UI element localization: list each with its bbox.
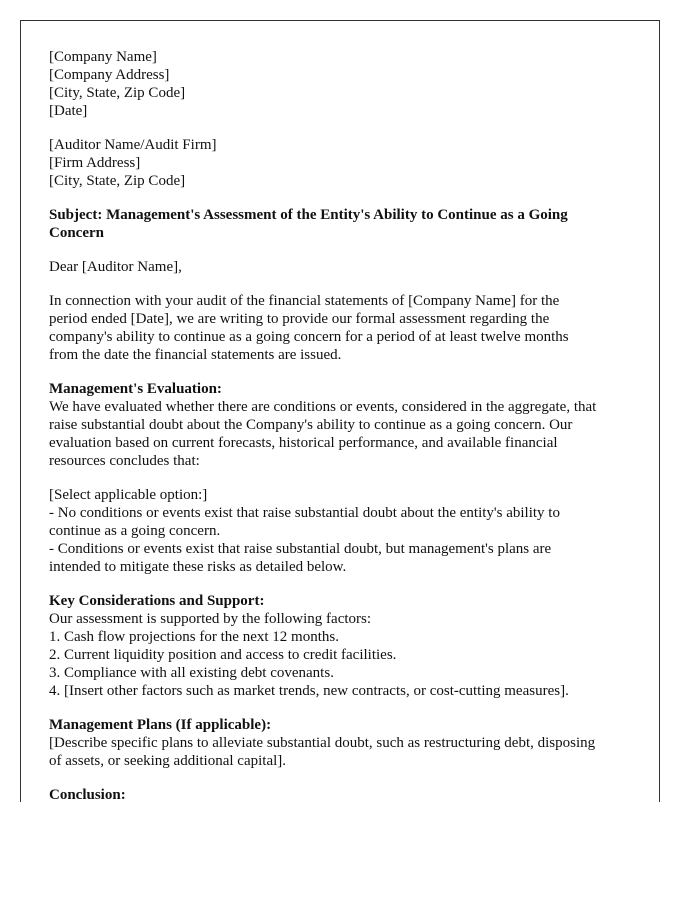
section-heading: Management Plans (If applicable): [49, 717, 272, 733]
text-line: In connection with your audit of the financial statements of [Company Name] for the [49, 293, 560, 309]
text-line: resources concludes that: [49, 453, 200, 469]
firm-address: [Firm Address] [49, 155, 141, 171]
text-line: company's ability to continue as a going concern for a period of at least twelve months [49, 329, 569, 345]
list-item: 3. Compliance with all existing debt covenants. [49, 665, 334, 681]
conclusion-section [49, 786, 639, 802]
intro-paragraph [49, 292, 639, 364]
text-line: period ended [Date], we are writing to provide our formal assessment regarding the [49, 311, 550, 327]
considerations-section [49, 592, 639, 700]
options-section [49, 486, 639, 576]
subject-line: Subject: Management's Assessment of the Entity's Ability to Continue as a Going [49, 207, 568, 223]
text-line: of assets, or seeking additional capital]. [49, 753, 287, 769]
letter-date: [Date] [49, 103, 88, 119]
text-line: [Describe specific plans to alleviate substantial doubt, such as restructuring debt, disposing [49, 735, 596, 751]
letter-page [20, 20, 660, 802]
list-item: 1. Cash flow projections for the next 12 months. [49, 629, 339, 645]
text-line: We have evaluated whether there are conditions or events, considered in the aggregate, that [49, 399, 597, 415]
salutation: Dear [Auditor Name], [49, 259, 182, 275]
text-line: continue as a going concern. [49, 523, 221, 539]
auditor-name: [Auditor Name/Audit Firm] [49, 137, 217, 153]
text-line: raise substantial doubt about the Company's ability to continue as a going concern. Our [49, 417, 573, 433]
plans-section [49, 716, 639, 770]
firm-city: [City, State, Zip Code] [49, 173, 186, 189]
list-item: 4. [Insert other factors such as market trends, new contracts, or cost-cutting measures]. [49, 683, 569, 699]
sender-address [49, 48, 639, 120]
section-heading: Key Considerations and Support: [49, 593, 265, 609]
recipient-address [49, 136, 639, 190]
evaluation-section [49, 380, 639, 470]
text-line: Our assessment is supported by the following factors: [49, 611, 372, 627]
text-line: - Conditions or events exist that raise substantial doubt, but management's plans are [49, 541, 552, 557]
company-city: [City, State, Zip Code] [49, 85, 186, 101]
section-heading: Conclusion: [49, 787, 126, 802]
text-line: [Select applicable option:] [49, 487, 208, 503]
company-name: [Company Name] [49, 49, 157, 65]
text-line: - No conditions or events exist that raise substantial doubt about the entity's ability to [49, 505, 560, 521]
section-heading: Management's Evaluation: [49, 381, 222, 397]
subject [49, 206, 639, 242]
list-item: 2. Current liquidity position and access to credit facilities. [49, 647, 397, 663]
text-line: evaluation based on current forecasts, historical performance, and available financial [49, 435, 558, 451]
company-address: [Company Address] [49, 67, 170, 83]
text-line: from the date the financial statements are issued. [49, 347, 342, 363]
subject-line: Concern [49, 225, 104, 241]
text-line: intended to mitigate these risks as detailed below. [49, 559, 347, 575]
